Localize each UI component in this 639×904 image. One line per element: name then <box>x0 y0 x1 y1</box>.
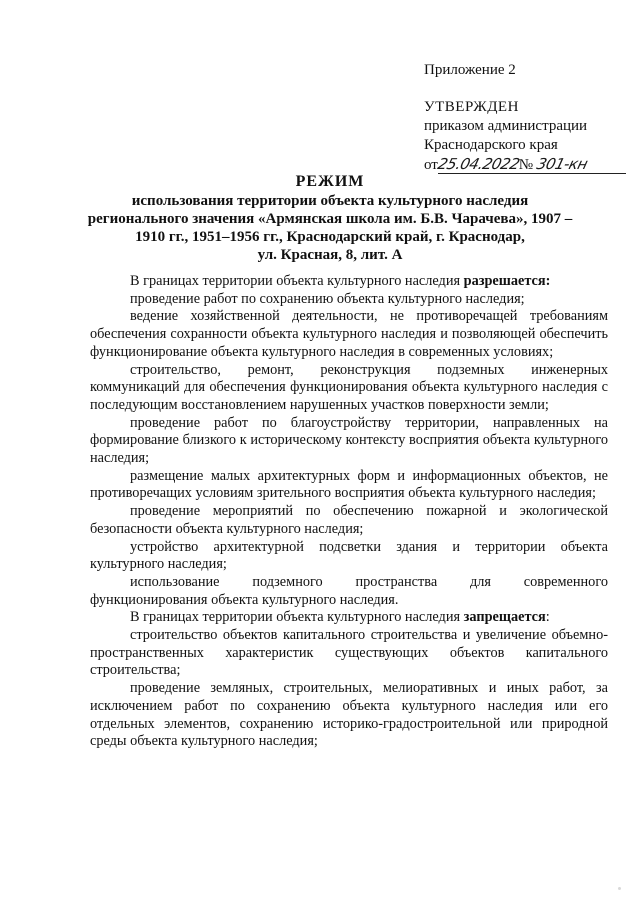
title-line-1: использования территории объекта культурного наследия <box>131 193 529 209</box>
order-line-1: приказом администрации <box>424 118 588 134</box>
appendix-label: Приложение 2 <box>424 62 516 78</box>
approval-stamp <box>424 98 590 175</box>
title-line-3: 1910 гг., 1951–1956 гг., Краснодарский край, г. Краснодар, <box>135 229 525 245</box>
title-line-4: ул. Красная, 8, лит. А <box>257 247 403 263</box>
allowed-item-4: проведение работ по благоустройству территории, направленных на формирование близкого к историческому контексту восприятия объекта культурного наследия; <box>90 414 608 467</box>
from-word: от <box>424 157 438 173</box>
prohibited-intro <box>90 609 608 627</box>
allowed-item-5: размещение малых архитектурных форм и информационных объектов, не противоречащих условиям зрительного восприятия объекта культурного наследия; <box>90 467 608 502</box>
prohibited-intro-text: В границах территории объекта культурного наследия <box>130 609 464 626</box>
scan-speck <box>618 887 621 890</box>
allowed-item-3: строительство, ремонт, реконструкция подземных инженерных коммуникаций для обеспечения функционирования объекта культурного наследия с последующим восстановлением нарушенных участков поверхности земли; <box>90 361 608 413</box>
prohibited-keyword: запрещается <box>463 609 546 626</box>
allowed-keyword: разрешается: <box>463 273 551 289</box>
order-line-2: Краснодарского края <box>424 137 558 153</box>
title-line-2: регионального значения «Армянская школа им. Б.В. Чарачева», 1907 – <box>87 211 573 227</box>
prohibited-item-1: строительство объектов капитального строительства и увеличение объемно-пространственных характеристик существующих объектов капитального строительства; <box>90 627 608 679</box>
allowed-intro <box>90 273 608 291</box>
prohibited-colon: : <box>545 609 550 626</box>
handwritten-number: 301-кн <box>534 155 590 173</box>
number-sign: № <box>518 157 534 173</box>
approved-heading: УТВЕРЖДЕН <box>424 99 519 115</box>
document-body <box>90 273 608 751</box>
allowed-item-7: устройство архитектурной подсветки здания и территории объекта культурного наследия; <box>90 538 608 573</box>
prohibited-item-2: проведение земляных, строительных, мелиоративных и иных работ, за исключением работ по сохранению объекта культурного наследия или его отдельных элементов, сохранению историко-градостроительной или природной среды объекта культурного наследия; <box>90 680 608 750</box>
allowed-item-1: проведение работ по сохранению объекта культурного наследия; <box>130 290 525 307</box>
allowed-item-2: ведение хозяйственной деятельности, не противоречащей требованиям обеспечения сохранности объекта культурного наследия и позволяющей обеспечить функционирование объекта культурного наследия в современных условиях; <box>90 308 608 360</box>
allowed-intro-text: В границах территории объекта культурного наследия <box>130 273 464 289</box>
allowed-item-6: проведение мероприятий по обеспечению пожарной и экологической безопасности объекта культурного наследия; <box>90 503 608 537</box>
handwritten-date: 25.04.2022 <box>435 155 522 173</box>
document-title <box>60 171 600 264</box>
allowed-item-8: использование подземного пространства для современного функционирования объекта культурного наследия. <box>90 573 608 608</box>
title-heading: РЕЖИМ <box>295 173 365 190</box>
